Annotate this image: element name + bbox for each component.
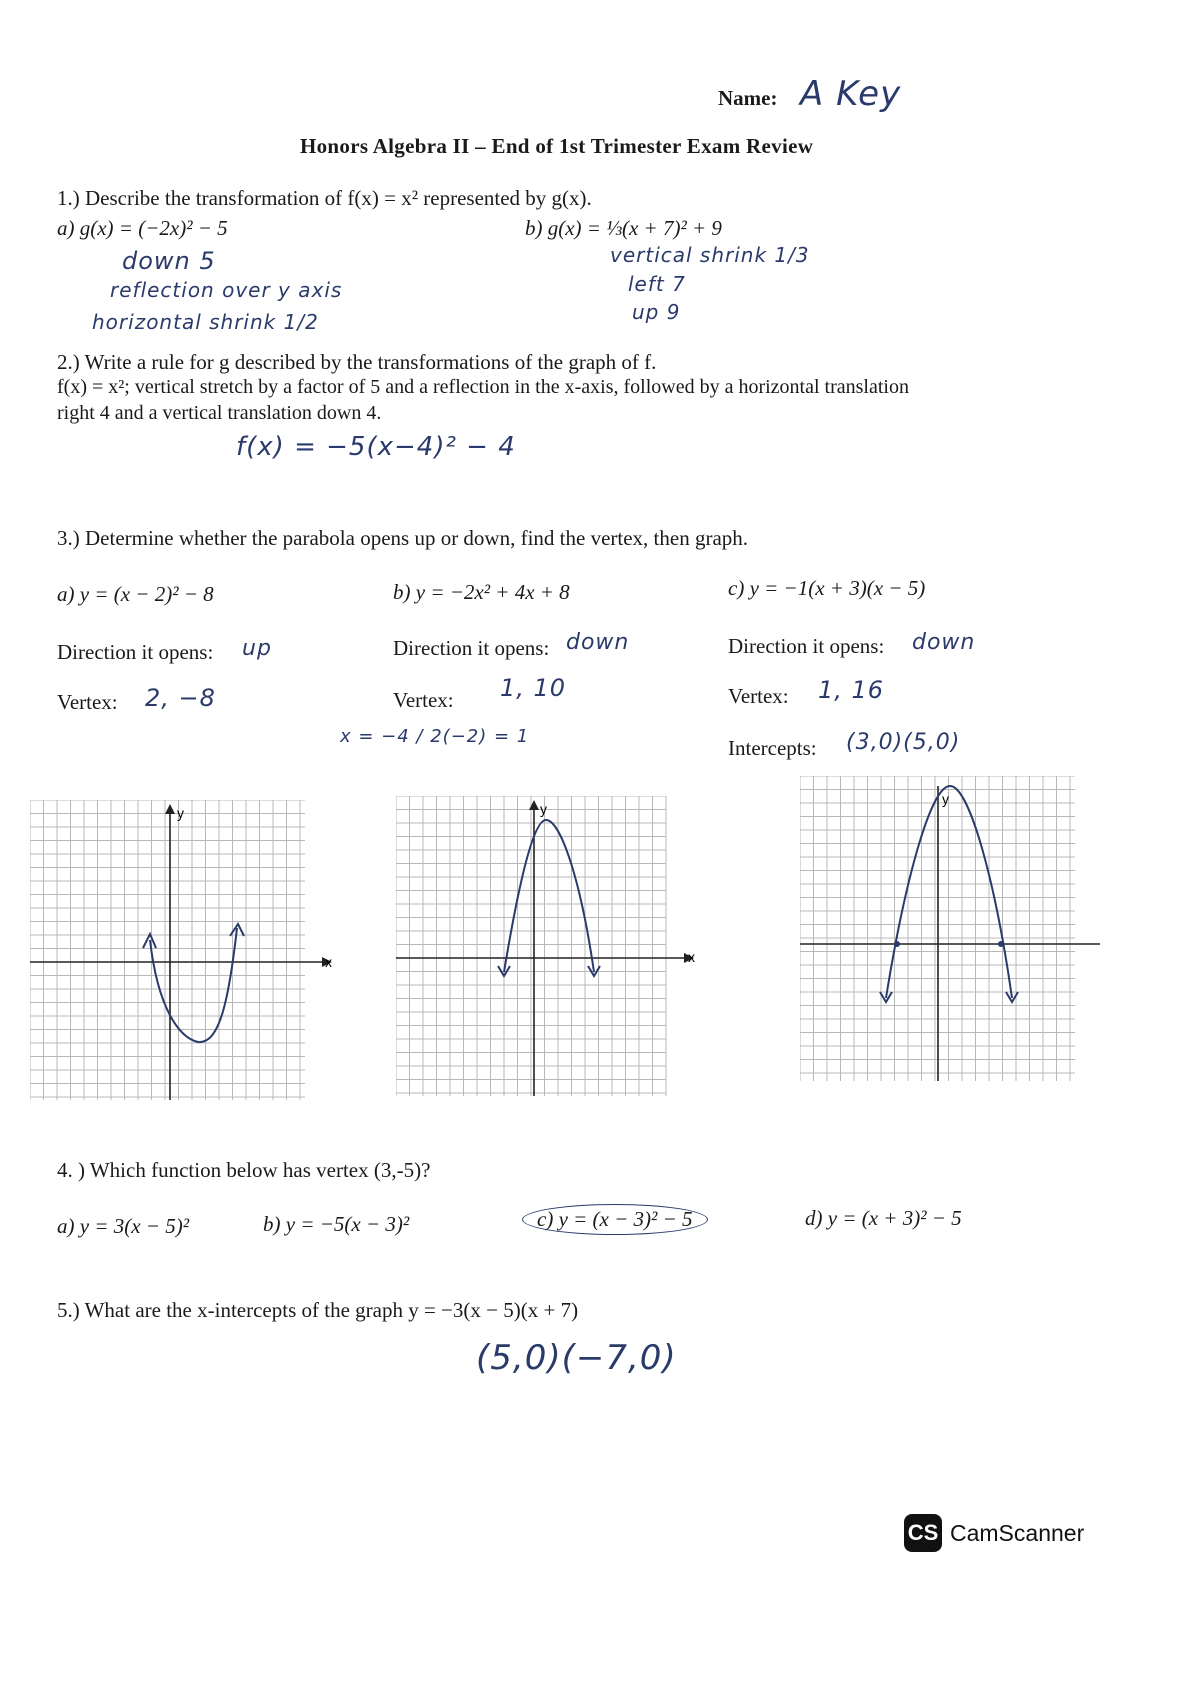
graph-b-y-label: y xyxy=(540,801,547,817)
q1a-answer-3: horizontal shrink 1/2 xyxy=(92,310,319,334)
graph-a-parabola xyxy=(150,928,237,1042)
q3c-direction-label: Direction it opens: xyxy=(728,634,885,658)
q3-prompt: 3.) Determine whether the parabola opens up or down, find the vertex, then graph. xyxy=(57,526,749,550)
q1a-answer-1: down 5 xyxy=(122,247,216,275)
graph-b-x-label: x xyxy=(688,949,695,965)
q3c-vertex: 1, 16 xyxy=(818,676,885,704)
q4-choice-b: b) y = −5(x − 3)² xyxy=(263,1212,410,1236)
q3b-direction: down xyxy=(566,630,630,655)
graph-a-y-label: y xyxy=(177,805,184,821)
q1b-answer-3: up 9 xyxy=(632,300,681,324)
q1b-equation: b) g(x) = ⅓(x + 7)² + 9 xyxy=(525,216,722,240)
q3a-equation: a) y = (x − 2)² − 8 xyxy=(57,582,214,606)
q2-line-2: f(x) = x²; vertical stretch by a factor of 5 and a reflection in the x-axis, followed by a horizontal translation xyxy=(57,376,909,398)
q3b-equation: b) y = −2x² + 4x + 8 xyxy=(393,580,570,604)
q2-answer: f(x) = −5(x−4)² − 4 xyxy=(236,432,516,462)
name-label: Name: xyxy=(718,86,778,110)
graph-a-x-label: x xyxy=(325,954,332,970)
q1-prompt: 1.) Describe the transformation of f(x) = x² represented by g(x). xyxy=(57,186,592,210)
q4-choice-d: d) y = (x + 3)² − 5 xyxy=(805,1206,962,1230)
q2-line-3: right 4 and a vertical translation down 4. xyxy=(57,402,382,424)
graph-b xyxy=(396,796,706,1096)
q4-choice-a: a) y = 3(x − 5)² xyxy=(57,1214,190,1238)
camscanner-mark: CS xyxy=(904,1514,942,1552)
graph-c xyxy=(800,776,1110,1086)
camscanner-logo xyxy=(904,1514,1084,1552)
page-title: Honors Algebra II – End of 1st Trimester Exam Review xyxy=(300,134,814,158)
q3a-vertex: 2, −8 xyxy=(145,684,216,712)
q1b-answer-2: left 7 xyxy=(628,272,686,296)
graph-a xyxy=(30,800,340,1100)
q4-choice-c: c) y = (x − 3)² − 5 xyxy=(522,1204,708,1235)
q3b-vertex-label: Vertex: xyxy=(393,688,454,712)
q1a-equation: a) g(x) = (−2x)² − 5 xyxy=(57,216,228,240)
q3b-vertex: 1, 10 xyxy=(500,674,567,702)
name-value: A Key xyxy=(800,74,902,114)
q5-answer: (5,0)(−7,0) xyxy=(476,1338,677,1378)
q3c-direction: down xyxy=(912,630,976,655)
q3c-equation: c) y = −1(x + 3)(x − 5) xyxy=(728,576,926,600)
q3a-vertex-label: Vertex: xyxy=(57,690,118,714)
q3c-intercepts: (3,0)(5,0) xyxy=(846,730,961,755)
q3c-intercepts-label: Intercepts: xyxy=(728,736,817,760)
q5-prompt: 5.) What are the x-intercepts of the graph y = −3(x − 5)(x + 7) xyxy=(57,1298,579,1322)
q2-line-1: 2.) Write a rule for g described by the transformations of the graph of f. xyxy=(57,350,657,374)
q4-prompt: 4. ) Which function below has vertex (3,-5)? xyxy=(57,1158,431,1182)
graph-c-y-label: y xyxy=(942,791,949,807)
q3a-direction-label: Direction it opens: xyxy=(57,640,214,664)
q1a-answer-2: reflection over y axis xyxy=(110,278,343,302)
q3c-vertex-label: Vertex: xyxy=(728,684,789,708)
q1b-answer-1: vertical shrink 1/3 xyxy=(610,243,810,267)
q3a-direction: up xyxy=(242,636,272,661)
q3b-work: x = −4 / 2(−2) = 1 xyxy=(340,726,530,747)
q3b-direction-label: Direction it opens: xyxy=(393,636,550,660)
camscanner-text: CamScanner xyxy=(950,1519,1085,1546)
